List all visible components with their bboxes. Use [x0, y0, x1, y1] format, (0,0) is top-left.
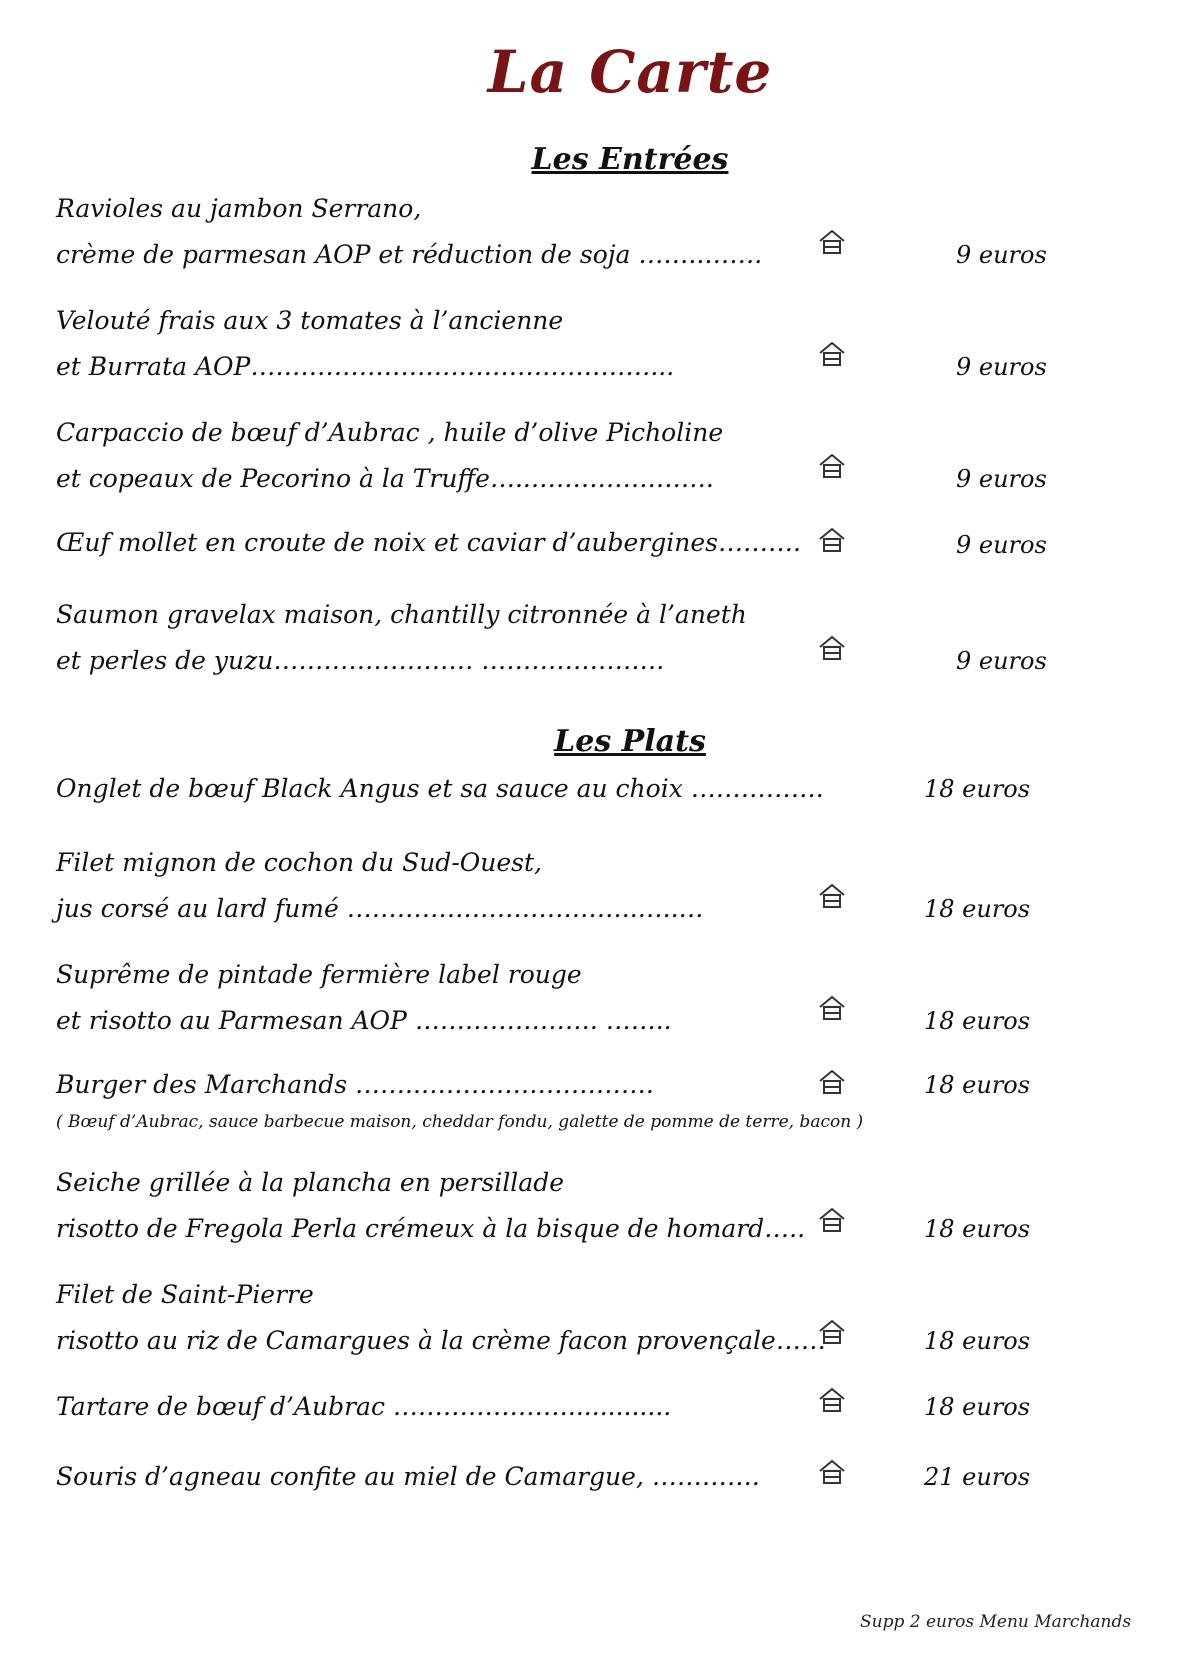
- house-icon: [816, 228, 848, 256]
- plat-item-6: [56, 1280, 1136, 1370]
- house-icon: [816, 452, 848, 480]
- plat-item-3: [56, 960, 1136, 1050]
- plat-item-2-description: jus corsé au lard fumé ……………………………..…..…: [56, 894, 704, 923]
- house-icon: [816, 1068, 848, 1096]
- entree-item-3: [56, 418, 1136, 508]
- entree-item-1-description: crème de parmesan AOP et réduction de soja ……..…….: [56, 240, 763, 269]
- house-icon: [816, 882, 848, 910]
- house-icon: [816, 1458, 848, 1486]
- plats-heading: Les Plats: [554, 724, 706, 759]
- plat-item-6-price: 18 euros: [924, 1327, 1031, 1355]
- house-icon: [816, 994, 848, 1022]
- plat-item-5: [56, 1168, 1136, 1258]
- plat-item-8: [56, 1462, 1136, 1552]
- menu-title: La Carte: [487, 38, 773, 106]
- entree-item-5-price: 9 euros: [956, 647, 1047, 675]
- entree-item-3-description: et copeaux de Pecorino à la Truffe…..………………….: [56, 464, 714, 493]
- entree-item-5-description: et perles de yuzu…………………… ………………….: [56, 646, 665, 675]
- entree-item-3-price: 9 euros: [956, 465, 1047, 493]
- plat-item-7-price: 18 euros: [924, 1393, 1031, 1421]
- house-icon: [816, 634, 848, 662]
- entree-item-5: [56, 600, 1136, 690]
- entree-item-2: [56, 306, 1136, 396]
- entrees-heading: Les Entrées: [531, 142, 729, 177]
- plat-item-4-name: Burger des Marchands ……..……………………….: [56, 1070, 654, 1099]
- house-icon: [816, 1318, 848, 1346]
- entree-item-1-price: 9 euros: [956, 241, 1047, 269]
- plat-item-5-name: Seiche grillée à la plancha en persillade: [56, 1168, 565, 1197]
- entree-item-4-price: 9 euros: [956, 531, 1047, 559]
- entree-item-1: [56, 194, 1136, 284]
- house-icon: [816, 1386, 848, 1414]
- plat-item-6-description: risotto au riz de Camargues à la crème facon provençale……: [56, 1326, 826, 1355]
- plat-item-4-price: 18 euros: [924, 1071, 1031, 1099]
- plat-item-1-price: 18 euros: [924, 775, 1031, 803]
- supplement-note: Supp 2 euros Menu Marchands: [860, 1612, 1132, 1632]
- entree-item-2-price: 9 euros: [956, 353, 1047, 381]
- entree-item-5-name: Saumon gravelax maison, chantilly citronnée à l’aneth: [56, 600, 747, 629]
- house-icon: [816, 526, 848, 554]
- plat-item-6-name: Filet de Saint-Pierre: [56, 1280, 314, 1309]
- entree-item-2-name: Velouté frais aux 3 tomates à l’ancienne: [56, 306, 564, 335]
- house-icon: [816, 1206, 848, 1234]
- plat-item-3-name: Suprême de pintade fermière label rouge: [56, 960, 582, 989]
- plat-item-2-name: Filet mignon de cochon du Sud-Ouest,: [56, 848, 542, 877]
- entree-item-2-description: et Burrata AOP…………………………………………...: [56, 352, 675, 381]
- plat-item-2: [56, 848, 1136, 938]
- plat-item-5-price: 18 euros: [924, 1215, 1031, 1243]
- plat-item-1-name: Onglet de bœuf Black Angus et sa sauce au choix …………….: [56, 774, 824, 803]
- entree-item-4-name: Œuf mollet en croute de noix et caviar d’aubergines……….: [56, 528, 801, 557]
- plat-item-7-name: Tartare de bœuf d’Aubrac ………………….............: [56, 1392, 672, 1421]
- plat-item-8-name: Souris d’agneau confite au miel de Camargue, ………….: [56, 1462, 760, 1491]
- plat-item-4-note: ( Bœuf d’Aubrac, sauce barbecue maison, cheddar fondu, galette de pomme de terre, bacon ): [56, 1112, 864, 1132]
- plat-item-2-price: 18 euros: [924, 895, 1031, 923]
- entree-item-3-name: Carpaccio de bœuf d’Aubrac , huile d’olive Picholine: [56, 418, 724, 447]
- entree-item-1-name: Ravioles au jambon Serrano,: [56, 194, 422, 223]
- plat-item-3-price: 18 euros: [924, 1007, 1031, 1035]
- plat-item-5-description: risotto de Fregola Perla crémeux à la bisque de homard…..: [56, 1214, 806, 1243]
- plat-item-4: [56, 1070, 1136, 1160]
- plat-item-3-description: et risotto au Parmesan AOP …………………. ……..: [56, 1006, 672, 1035]
- plat-item-8-price: 21 euros: [924, 1463, 1031, 1491]
- house-icon: [816, 340, 848, 368]
